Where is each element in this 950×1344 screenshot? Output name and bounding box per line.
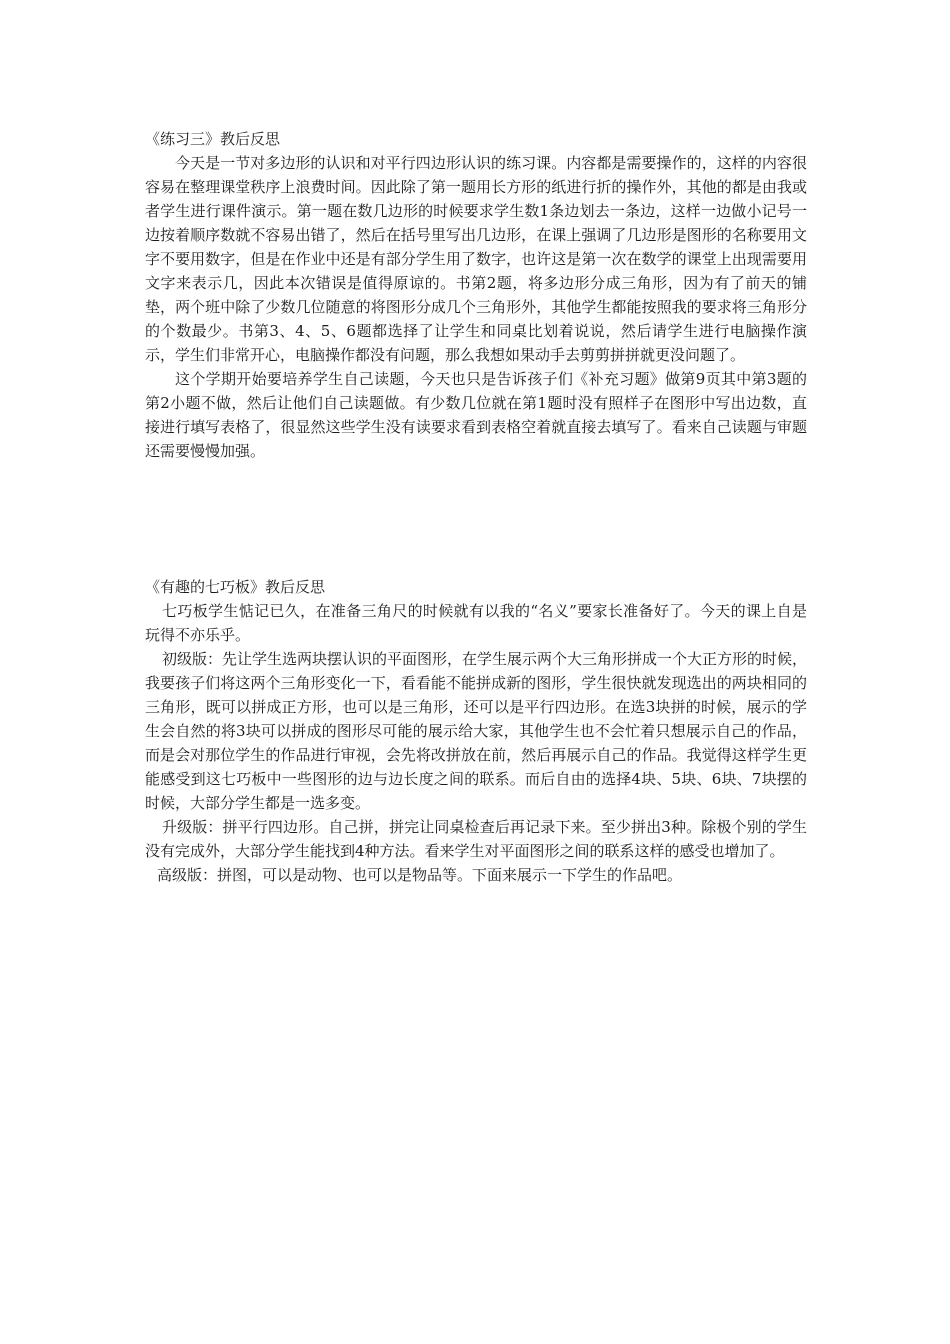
paragraph: 高级版：拼图，可以是动物、也可以是物品等。下面来展示一下学生的作品吧。 — [157, 866, 683, 884]
paragraph: 升级版：拼平行四边形。自己拼，拼完让同桌检查后再记录下来。至少拼出3种。除极个别的学生没有完成外，大部分学生能找到4种方法。看来学生对平面图形之间的联系这样的感受也增加了。 — [145, 818, 807, 860]
section-title: 《有趣的七巧板》教后反思 — [145, 578, 326, 596]
paragraph: 七巧板学生惦记已久，在准备三角尺的时候就有以我的“名义”要家长准备好了。今天的课上自是玩得不亦乐乎。 — [145, 602, 807, 644]
paragraph: 初级版：先让学生选两块摆认识的平面图形，在学生展示两个大三角形拼成一个大正方形的时候，我要孩子们将这两个三角形变化一下，看看能不能拼成新的图形，学生很快就发现选出的两块相同的三角形，既可以拼成正方形，也可以是三角形，还可以是平行四边形。在选3块拼的时候，展示的学生会自然的将3块可以拼成的图形尽可能的展示给大家，其他学生也不会忙着只想展示自己的作品，而是会对那位学生的作品进行审视，会先将改拼放在前，然后再展示自己的作品。我觉得这样学生更能感受到这七巧板中一些图形的边与边长度之间的联系。而后自由的选择4块、5块、6块、7块摆的时候，大部分学生都是一选多变。 — [145, 650, 808, 812]
reflection-section-tangram — [145, 575, 807, 887]
paragraph: 今天是一节对多边形的认识和对平行四边形认识的练习课。内容都是需要操作的，这样的内容很容易在整理课堂秩序上浪费时间。因此除了第一题用长方形的纸进行折的操作外，其他的都是由我或者学生进行课件演示。第一题在数几边形的时候要求学生数1条边划去一条边，这样一边做小记号一边按着顺序数就不容易出错了，然后在括号里写出几边形，在课上强调了几边形是图形的名称要用文字不要用数字，但是在作业中还是有部分学生用了数字，也许这是第一次在数学的课堂上出现需要用文字来表示几，因此本次错误是值得原谅的。书第2题，将多边形分成三角形，因为有了前天的铺垫，两个班中除了少数几位随意的将图形分成几个三角形外，其他学生都能按照我的要求将三角形分的个数最少。书第3、4、5、6题都选择了让学生和同桌比划着说说，然后请学生进行电脑操作演示，学生们非常开心，电脑操作都没有问题，那么我想如果动手去剪剪拼拼就更没问题了。 — [145, 154, 807, 364]
section-title: 《练习三》教后反思 — [145, 130, 281, 148]
reflection-section-practice-three — [145, 127, 807, 463]
paragraph: 这个学期开始要培养学生自己读题，今天也只是告诉孩子们《补充习题》做第9页其中第3题的第2小题不做，然后让他们自己读题做。有少数几位就在第1题时没有照样子在图形中写出边数，直接进行填写表格了，很显然这些学生没有读要求看到表格空着就直接去填写了。看来自己读题与审题还需要慢慢加强。 — [145, 370, 807, 460]
